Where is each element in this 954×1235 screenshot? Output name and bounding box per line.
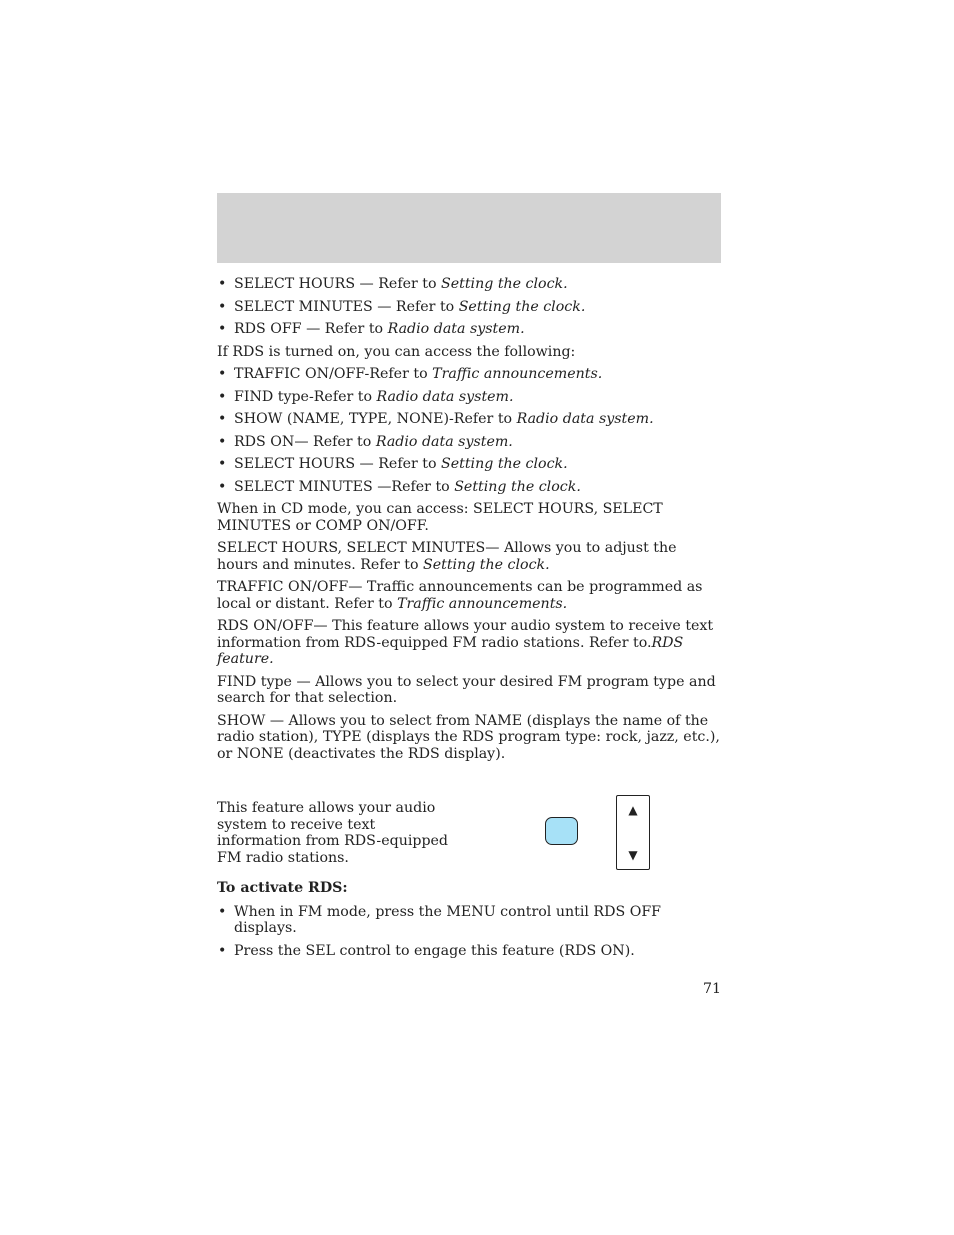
paragraph-text: SELECT HOURS, SELECT MINUTES— Allows you to adjust the hours and minutes. Refer to [217,540,677,573]
list-item [217,456,721,473]
select-paragraph [217,540,721,573]
item-ref: Setting the clock [441,276,564,292]
item-end: . [649,411,654,427]
list-item [217,479,721,496]
bullet-dot: • [218,298,227,315]
sel-button-illustration [545,817,578,845]
paragraph-ref: RDS feature [217,634,684,667]
item-end: . [580,298,586,315]
bullet-dot: • [218,903,227,920]
list-item [217,276,721,293]
bullet-dot: • [218,321,227,337]
list-item [217,411,721,428]
paragraph-text: TRAFFIC ON/OFF— Traffic announcements can be programmed as local or distant. Refer to [217,579,703,612]
item-ref: Radio data system [516,411,650,427]
item-ref: Traffic announcements [432,366,598,382]
paragraph-end: . [562,595,568,612]
item-text: SELECT MINUTES — Refer to [234,298,459,315]
item-ref: Setting the clock [458,298,581,315]
list-item [217,366,721,383]
traffic-paragraph [217,579,721,612]
cd-mode-paragraph: When in CD mode, you can access: SELECT HOURS, SELECT MINUTES or COMP ON/OFF. [217,501,663,534]
show-paragraph: SHOW — Allows you to select from NAME (displays the name of the radio station), TYPE (displays the RDS program type: rock, jazz, etc.), or NONE (deactivates the RDS display). [217,712,720,762]
paragraph-end: . [545,556,550,573]
item-ref: Setting the clock [441,456,564,472]
bullet-dot: • [218,478,227,495]
item-end: . [509,388,514,405]
bullet-dot: • [218,411,227,427]
bullet-dot: • [218,456,227,472]
find-paragraph: FIND type — Allows you to select your desired FM program type and search for that selection. [217,673,716,706]
seek-arrows-illustration [616,795,650,870]
rds-feature-text: This feature allows your audio system to receive text information from RDS-equipped FM radio stations. [217,800,449,866]
intro-rds: If RDS is turned on, you can access the following: [217,343,576,360]
item-text: FIND type-Refer to [234,388,377,405]
item-text: Press the SEL control to engage this feature (RDS ON). [234,942,635,959]
item-ref: Radio data system [376,388,509,405]
item-text: SELECT HOURS — Refer to [234,456,442,472]
list-item [217,943,721,960]
paragraph-end: . [269,651,274,667]
list-item [217,904,721,937]
paragraph-text: RDS ON/OFF— This feature allows your audio system to receive text information from RDS-equipped FM radio stations. Refer to. [217,618,714,651]
arrow-up-icon: ▲ [628,803,638,817]
item-end: . [576,478,581,495]
item-end: . [597,366,603,382]
bullet-dot: • [218,388,227,405]
item-text: RDS ON— Refer to [234,433,376,450]
item-end: . [563,276,568,292]
activate-rds-heading: To activate RDS: [217,880,348,896]
item-text: TRAFFIC ON/OFF-Refer to [234,366,433,382]
paragraph-ref: Setting the clock [423,556,546,573]
list-item [217,434,721,451]
arrow-down-icon: ▼ [628,848,638,862]
paragraph-ref: Traffic announcements [397,595,563,612]
rds-paragraph [217,618,721,668]
item-end: . [563,456,568,472]
page-content [217,276,721,965]
rds-feature-block [217,800,721,872]
bullet-dot: • [218,942,227,959]
page-number: 71 [702,981,721,997]
item-text: RDS OFF — Refer to [234,321,388,337]
item-text: When in FM mode, press the MENU control until RDS OFF displays. [234,903,662,936]
bullet-dot: • [218,276,227,292]
item-end: . [520,321,525,337]
list-item [217,389,721,406]
item-text: SHOW (NAME, TYPE, NONE)-Refer to [234,411,517,427]
item-ref: Setting the clock [454,478,577,495]
item-ref: Radio data system [387,321,521,337]
list-item [217,299,721,316]
item-text: SELECT MINUTES —Refer to [234,478,455,495]
item-text: SELECT HOURS — Refer to [234,276,442,292]
bullet-dot: • [218,433,227,450]
header-band [217,193,721,263]
item-end: . [508,433,513,450]
list-item [217,321,721,338]
bullet-dot: • [218,366,227,382]
item-ref: Radio data system [375,433,509,450]
